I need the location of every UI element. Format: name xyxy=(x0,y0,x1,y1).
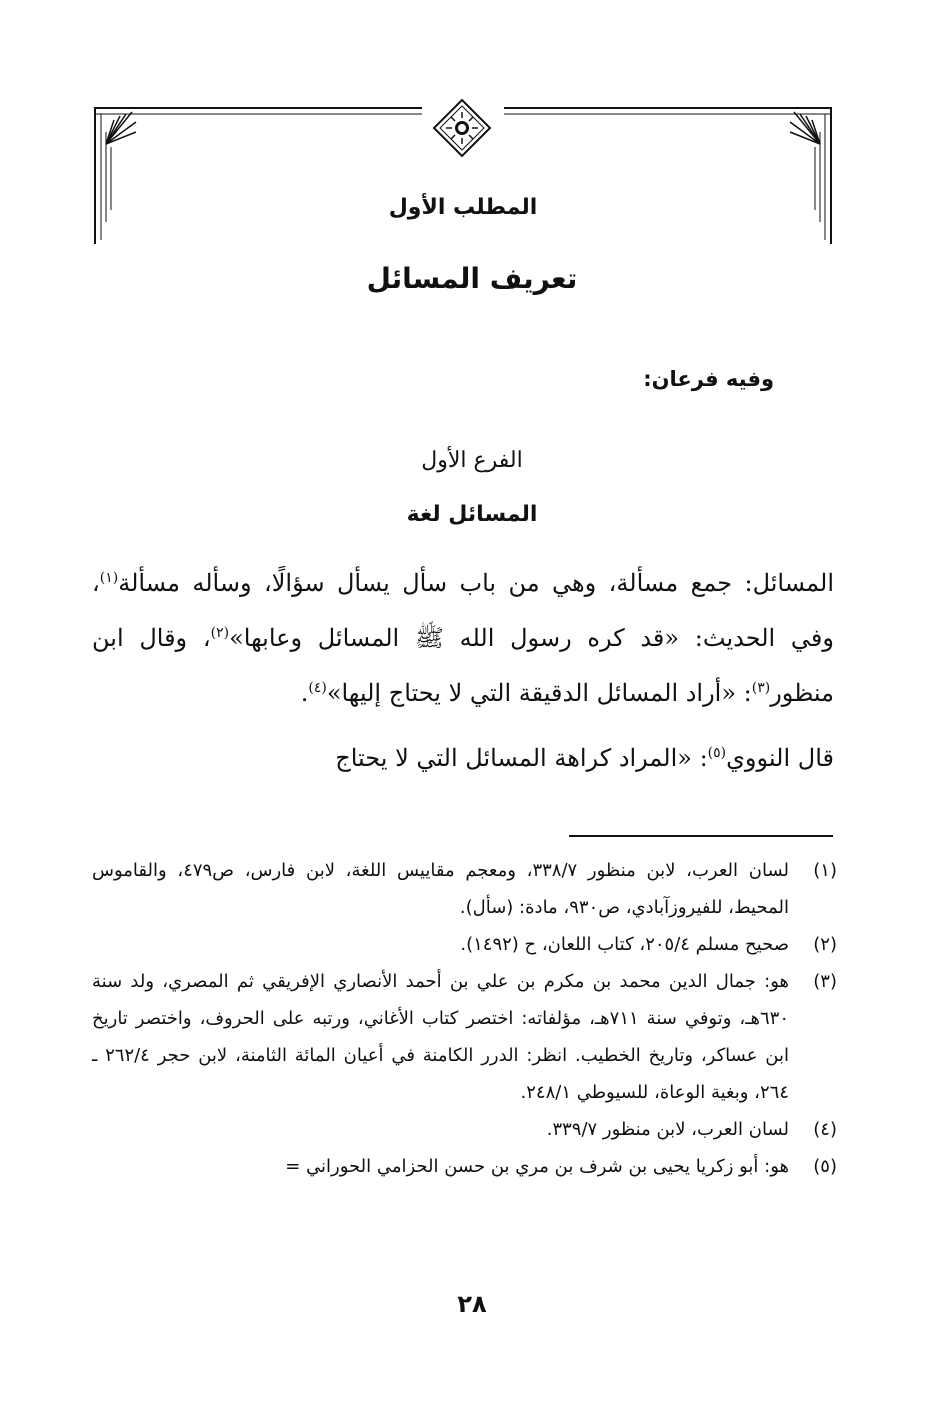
intro-line: وفيه فرعان: xyxy=(643,367,774,391)
footnote-ref: (٥) xyxy=(707,745,727,761)
page-number: ٢٨ xyxy=(457,1290,487,1318)
footnote xyxy=(92,926,837,963)
branch-title: الفرع الأول xyxy=(421,448,523,473)
section-label: المطلب الأول xyxy=(388,195,538,220)
footnote-text: لسان العرب، لابن منظور ٣٣٩/٧. xyxy=(546,1119,789,1140)
footnote xyxy=(92,963,837,1111)
footnote xyxy=(92,1111,837,1148)
footnote-number: (١) xyxy=(813,860,837,881)
footnote-text: لسان العرب، لابن منظور ٣٣٨/٧، ومعجم مقاييس اللغة، لابن فارس، ص٤٧٩، والقاموس المحيط، للفيروزآبادي، ص٩٣٠، مادة: (سأل). xyxy=(92,860,789,918)
branch-subtitle: المسائل لغة xyxy=(406,502,538,527)
paragraph: قال النووي$^{(٥)}$: «المراد كراهة المسائل التي لا يحتاج xyxy=(335,744,834,772)
footnote-ref: (١) xyxy=(99,570,119,586)
footnote-number: (٤) xyxy=(813,1119,837,1140)
footnote-number: (٥) xyxy=(813,1156,837,1177)
footnote-number: (٣) xyxy=(813,971,837,992)
footnote-ref: (٣) xyxy=(751,680,771,696)
body-text xyxy=(92,556,834,786)
footnote xyxy=(92,1148,837,1185)
footnote-number: (٢) xyxy=(813,934,837,955)
chapter-title: تعريف المسائل xyxy=(366,262,578,295)
diamond-ornament-icon xyxy=(432,98,492,158)
footnote-text: هو: جمال الدين محمد بن مكرم بن علي بن أحمد الأنصاري الإفريقي ثم المصري، ولد سنة ٦٣٠هـ، وتوفي سنة ٧١١هـ، مؤلفاته: اختصر كتاب الأغاني، ورتبه على الحروف، واختصر تاريخ ابن عساكر، وتاريخ الخطيب. انظر: الدرر الكامنة في أعيان المائة الثامنة، لابن حجر ٢٦٢/٤ ـ ٢٦٤، وبغية الوعاة، للسيوطي ٢٤٨/١. xyxy=(92,971,790,1103)
paragraph: المسائل: جمع مسألة، وهي من باب سأل يسأل سؤالًا، وسأله مسألة$^{(١)}$، وفي الحديث: «قد كره رسول الله ﷺ المسائل وعابها»$^{(٢)}$، وقال ابن منظور$^{(٣)}$: «أراد المسائل الدقيقة التي لا يحتاج إليها»$^{(٤)}$. xyxy=(92,569,834,707)
footnote-ref: (٢) xyxy=(210,625,230,641)
footnotes xyxy=(92,852,837,1185)
footnote-text: صحيح مسلم ٢٠٥/٤، كتاب اللعان، ح (١٤٩٢). xyxy=(460,934,789,955)
footnote-divider xyxy=(569,835,833,837)
footnote-ref: (٤) xyxy=(308,680,327,696)
footnote-text: هو: أبو زكريا يحيى بن شرف بن مري بن حسن الحزامي الحوراني = xyxy=(285,1156,789,1177)
footnote xyxy=(92,852,837,926)
